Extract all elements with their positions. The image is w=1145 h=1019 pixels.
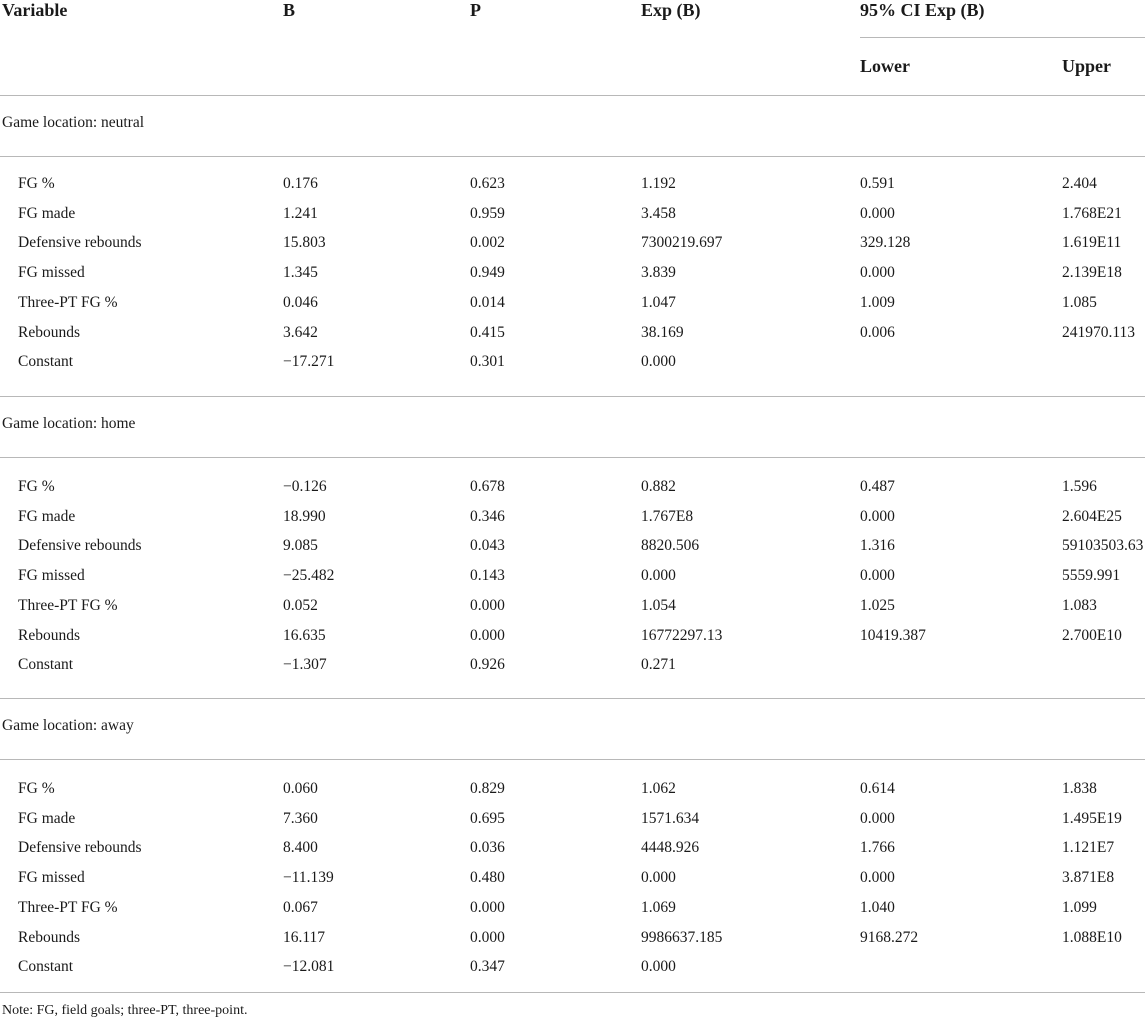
cell-p: 0.346 <box>470 508 505 525</box>
cell-exp-b: 7300219.697 <box>641 234 723 251</box>
cell-ci-lower: 0.000 <box>860 508 895 525</box>
cell-p: 0.301 <box>470 353 505 370</box>
header-p: P <box>470 0 481 20</box>
cell-b: −25.482 <box>283 567 335 584</box>
cell-variable: Rebounds <box>18 627 80 644</box>
cell-p: 0.002 <box>470 234 505 251</box>
cell-p: 0.347 <box>470 958 505 975</box>
cell-ci-lower: 1.316 <box>860 537 895 554</box>
cell-p: 0.829 <box>470 780 505 797</box>
cell-ci-lower: 0.006 <box>860 324 895 341</box>
header-upper: Upper <box>1062 56 1111 76</box>
cell-p: 0.036 <box>470 839 505 856</box>
cell-exp-b: 1.767E8 <box>641 508 694 525</box>
cell-variable: FG missed <box>18 264 85 281</box>
header-ci: 95% CI Exp (B) <box>860 0 985 20</box>
cell-exp-b: 3.839 <box>641 264 676 281</box>
cell-ci-lower: 1.766 <box>860 839 895 856</box>
cell-b: −17.271 <box>283 353 335 370</box>
cell-variable: Defensive rebounds <box>18 537 142 554</box>
cell-variable: Constant <box>18 656 74 673</box>
cell-b: −1.307 <box>283 656 327 673</box>
cell-variable: FG made <box>18 508 76 525</box>
cell-p: 0.415 <box>470 324 505 341</box>
cell-ci-upper: 1.495E19 <box>1062 810 1122 827</box>
cell-exp-b: 38.169 <box>641 324 684 341</box>
cell-b: −0.126 <box>283 478 327 495</box>
cell-b: 16.635 <box>283 627 326 644</box>
group-title: Game location: home <box>2 415 136 432</box>
cell-exp-b: 1.069 <box>641 899 676 916</box>
header-exp-b: Exp (B) <box>641 0 701 20</box>
cell-ci-upper: 2.700E10 <box>1062 627 1122 644</box>
cell-exp-b: 1.054 <box>641 597 676 614</box>
cell-b: 0.060 <box>283 780 318 797</box>
cell-b: 0.176 <box>283 175 318 192</box>
cell-ci-upper: 2.139E18 <box>1062 264 1122 281</box>
cell-b: 0.046 <box>283 294 318 311</box>
cell-ci-lower: 0.000 <box>860 567 895 584</box>
group-title-rule <box>0 457 1145 458</box>
cell-variable: FG missed <box>18 869 85 886</box>
cell-variable: Defensive rebounds <box>18 839 142 856</box>
cell-ci-upper: 1.085 <box>1062 294 1097 311</box>
group-separator-rule <box>0 698 1145 699</box>
cell-exp-b: 1.062 <box>641 780 676 797</box>
cell-ci-upper: 1.838 <box>1062 780 1097 797</box>
cell-variable: Three-PT FG % <box>18 597 118 614</box>
cell-exp-b: 4448.926 <box>641 839 700 856</box>
cell-ci-upper: 5559.991 <box>1062 567 1121 584</box>
cell-ci-upper: 2.604E25 <box>1062 508 1122 525</box>
cell-b: −11.139 <box>283 869 334 886</box>
cell-p: 0.043 <box>470 537 505 554</box>
group-separator-rule <box>0 396 1145 397</box>
cell-exp-b: 8820.506 <box>641 537 700 554</box>
cell-ci-upper: 1.596 <box>1062 478 1097 495</box>
cell-variable: FG % <box>18 478 55 495</box>
cell-b: 15.803 <box>283 234 326 251</box>
cell-ci-lower: 1.009 <box>860 294 895 311</box>
cell-variable: Constant <box>18 353 74 370</box>
cell-variable: Rebounds <box>18 929 80 946</box>
cell-ci-upper: 2.404 <box>1062 175 1097 192</box>
cell-b: 1.345 <box>283 264 318 281</box>
cell-variable: FG % <box>18 780 55 797</box>
cell-exp-b: 0.000 <box>641 869 676 886</box>
cell-b: 16.117 <box>283 929 326 946</box>
cell-ci-lower: 0.000 <box>860 264 895 281</box>
cell-ci-upper: 3.871E8 <box>1062 869 1115 886</box>
cell-ci-upper: 241970.113 <box>1062 324 1136 341</box>
cell-p: 0.143 <box>470 567 505 584</box>
ci-subheader-rule <box>860 37 1145 38</box>
cell-p: 0.678 <box>470 478 505 495</box>
cell-ci-upper: 1.088E10 <box>1062 929 1122 946</box>
cell-ci-lower: 0.487 <box>860 478 895 495</box>
cell-ci-lower: 10419.387 <box>860 627 926 644</box>
cell-p: 0.014 <box>470 294 505 311</box>
cell-variable: FG made <box>18 810 76 827</box>
cell-p: 0.000 <box>470 597 505 614</box>
cell-p: 0.695 <box>470 810 505 827</box>
header-variable: Variable <box>2 0 68 20</box>
cell-p: 0.959 <box>470 205 505 222</box>
cell-b: 0.052 <box>283 597 318 614</box>
cell-ci-lower: 1.040 <box>860 899 895 916</box>
cell-b: 18.990 <box>283 508 326 525</box>
cell-ci-upper: 1.099 <box>1062 899 1097 916</box>
cell-variable: FG made <box>18 205 76 222</box>
cell-b: 1.241 <box>283 205 318 222</box>
cell-p: 0.926 <box>470 656 505 673</box>
cell-b: 3.642 <box>283 324 318 341</box>
cell-b: 8.400 <box>283 839 318 856</box>
cell-exp-b: 1.047 <box>641 294 676 311</box>
cell-exp-b: 3.458 <box>641 205 676 222</box>
cell-p: 0.000 <box>470 627 505 644</box>
cell-exp-b: 1571.634 <box>641 810 700 827</box>
cell-b: 0.067 <box>283 899 318 916</box>
cell-exp-b: 0.000 <box>641 567 676 584</box>
cell-ci-upper: 1.121E7 <box>1062 839 1115 856</box>
cell-exp-b: 0.882 <box>641 478 676 495</box>
table-note: Note: FG, field goals; three-PT, three-point. <box>2 1003 248 1018</box>
group-title: Game location: neutral <box>2 114 145 131</box>
cell-ci-upper: 1.083 <box>1062 597 1097 614</box>
cell-ci-lower: 1.025 <box>860 597 895 614</box>
cell-variable: Rebounds <box>18 324 80 341</box>
cell-ci-lower: 0.000 <box>860 810 895 827</box>
header-rule <box>0 95 1145 96</box>
cell-ci-lower: 0.614 <box>860 780 895 797</box>
cell-variable: FG missed <box>18 567 85 584</box>
cell-ci-upper: 59103503.63 <box>1062 537 1144 554</box>
cell-exp-b: 16772297.13 <box>641 627 723 644</box>
cell-variable: Three-PT FG % <box>18 899 118 916</box>
header-lower: Lower <box>860 56 910 76</box>
cell-exp-b: 1.192 <box>641 175 676 192</box>
table-bottom-rule <box>0 992 1145 993</box>
cell-ci-lower: 0.000 <box>860 869 895 886</box>
header-b: B <box>283 0 296 20</box>
cell-exp-b: 0.000 <box>641 958 676 975</box>
cell-p: 0.480 <box>470 869 505 886</box>
cell-p: 0.949 <box>470 264 505 281</box>
cell-b: 9.085 <box>283 537 318 554</box>
cell-p: 0.000 <box>470 929 505 946</box>
cell-variable: Three-PT FG % <box>18 294 118 311</box>
cell-variable: Defensive rebounds <box>18 234 142 251</box>
cell-exp-b: 0.000 <box>641 353 676 370</box>
cell-p: 0.000 <box>470 899 505 916</box>
cell-ci-lower: 0.591 <box>860 175 895 192</box>
cell-ci-lower: 329.128 <box>860 234 911 251</box>
cell-b: 7.360 <box>283 810 318 827</box>
cell-exp-b: 9986637.185 <box>641 929 723 946</box>
cell-exp-b: 0.271 <box>641 656 676 673</box>
cell-variable: FG % <box>18 175 55 192</box>
cell-variable: Constant <box>18 958 74 975</box>
group-title: Game location: away <box>2 717 134 734</box>
group-title-rule <box>0 156 1145 157</box>
cell-ci-lower: 9168.272 <box>860 929 919 946</box>
cell-p: 0.623 <box>470 175 505 192</box>
cell-ci-upper: 1.619E11 <box>1062 234 1122 251</box>
group-title-rule <box>0 759 1145 760</box>
cell-ci-upper: 1.768E21 <box>1062 205 1122 222</box>
cell-b: −12.081 <box>283 958 335 975</box>
cell-ci-lower: 0.000 <box>860 205 895 222</box>
